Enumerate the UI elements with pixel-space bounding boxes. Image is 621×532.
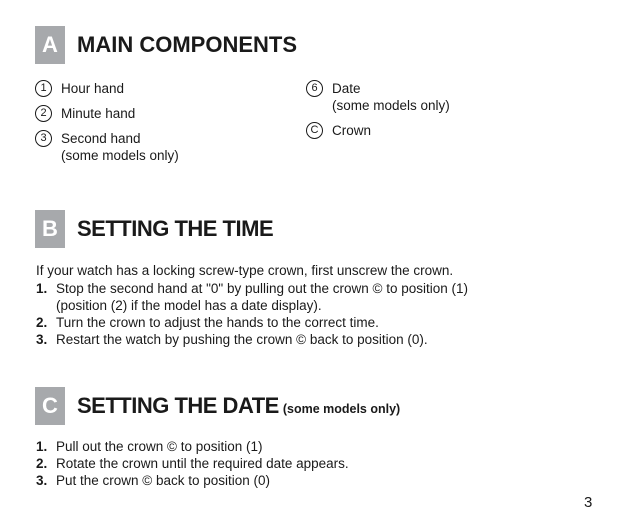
component-number: 3 (35, 130, 52, 147)
step-text: Turn the crown to adjust the hands to the correct time. (56, 315, 379, 330)
step-text (56, 280, 468, 314)
component-label: Minute hand (61, 106, 136, 121)
step-number: 1. (36, 439, 48, 454)
component-number: 1 (35, 80, 52, 97)
section-b-letter: B (35, 210, 65, 248)
component-sublabel: (some models only) (61, 148, 179, 163)
step-number: 3. (36, 332, 48, 347)
component-number: C (306, 122, 323, 139)
section-c-note: (some models only) (282, 402, 401, 416)
step-number: 2. (36, 456, 48, 471)
component-number: 6 (306, 80, 323, 97)
component-label: Second hand (61, 131, 141, 146)
step-line: Stop the second hand at "0" by pulling out the crown © to position (1) (56, 281, 469, 296)
step-number: 1. (36, 281, 48, 296)
section-c-letter: C (35, 387, 65, 425)
page-number: 3 (584, 494, 593, 511)
step-text: Rotate the crown until the required date appears. (56, 456, 349, 471)
component-label: Date (332, 81, 361, 96)
component-label-group (332, 80, 450, 114)
component-label-group (61, 130, 179, 164)
step-number: 2. (36, 315, 48, 330)
section-a-title: MAIN COMPONENTS (77, 32, 297, 57)
step-text: Restart the watch by pushing the crown © back to position (0). (56, 332, 428, 347)
section-c-title-row (77, 387, 400, 428)
component-label: Crown (332, 123, 372, 138)
component-sublabel: (some models only) (332, 98, 450, 113)
section-a-letter: A (35, 26, 65, 64)
component-label: Hour hand (61, 81, 125, 96)
component-number: 2 (35, 105, 52, 122)
step-line: (position (2) if the model has a date display). (56, 298, 322, 313)
step-number: 3. (36, 473, 48, 488)
section-c-title: SETTING THE DATE (77, 393, 279, 418)
section-b-intro: If your watch has a locking screw-type crown, first unscrew the crown. (36, 263, 454, 278)
step-text: Put the crown © back to position (0) (56, 473, 271, 488)
step-text: Pull out the crown © to position (1) (56, 439, 263, 454)
section-b-title: SETTING THE TIME (77, 216, 274, 241)
